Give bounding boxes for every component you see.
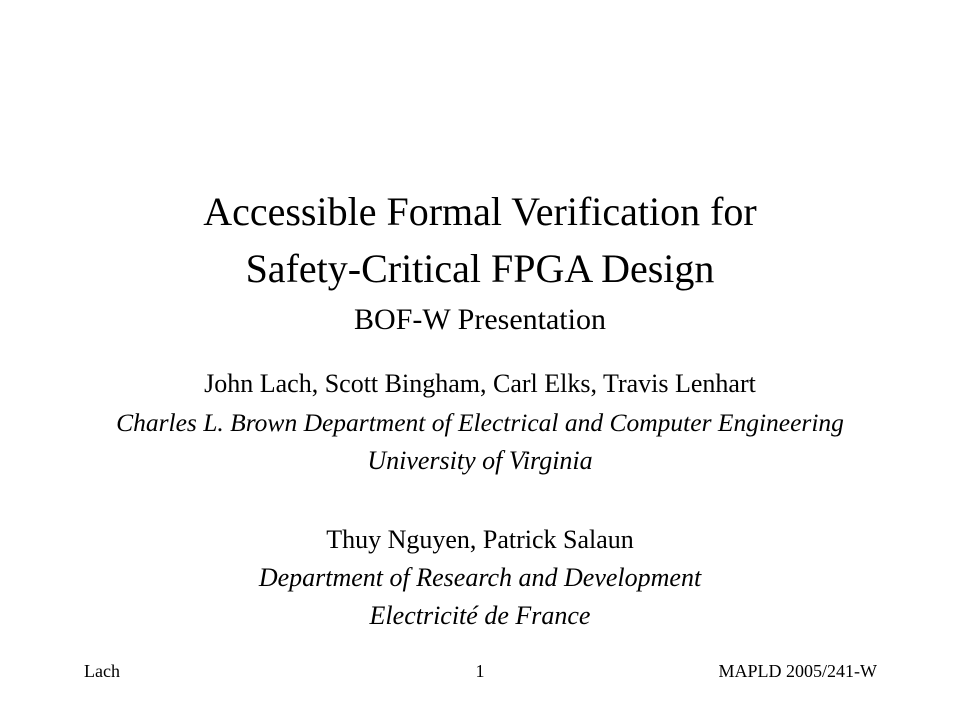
slide-title-line-1: Accessible Formal Verification for [203,189,757,234]
slide-subtitle: BOF-W Presentation [354,303,606,336]
department-group-1: Charles L. Brown Department of Electrical and Computer Engineering [116,408,844,437]
authors-group-1: John Lach, Scott Bingham, Carl Elks, Travis Lenhart [204,369,756,398]
slide-title-line-2: Safety-Critical FPGA Design [245,246,715,291]
institution-group-2: Electricité de France [369,601,591,630]
authors-group-2: Thuy Nguyen, Patrick Salaun [326,525,634,554]
department-group-2: Department of Research and Development [258,563,702,592]
footer-author: Lach [84,661,120,681]
footer-page-number: 1 [475,661,485,681]
institution-group-1: University of Virginia [367,446,593,475]
footer-conference-id: MAPLD 2005/241-W [718,661,877,681]
